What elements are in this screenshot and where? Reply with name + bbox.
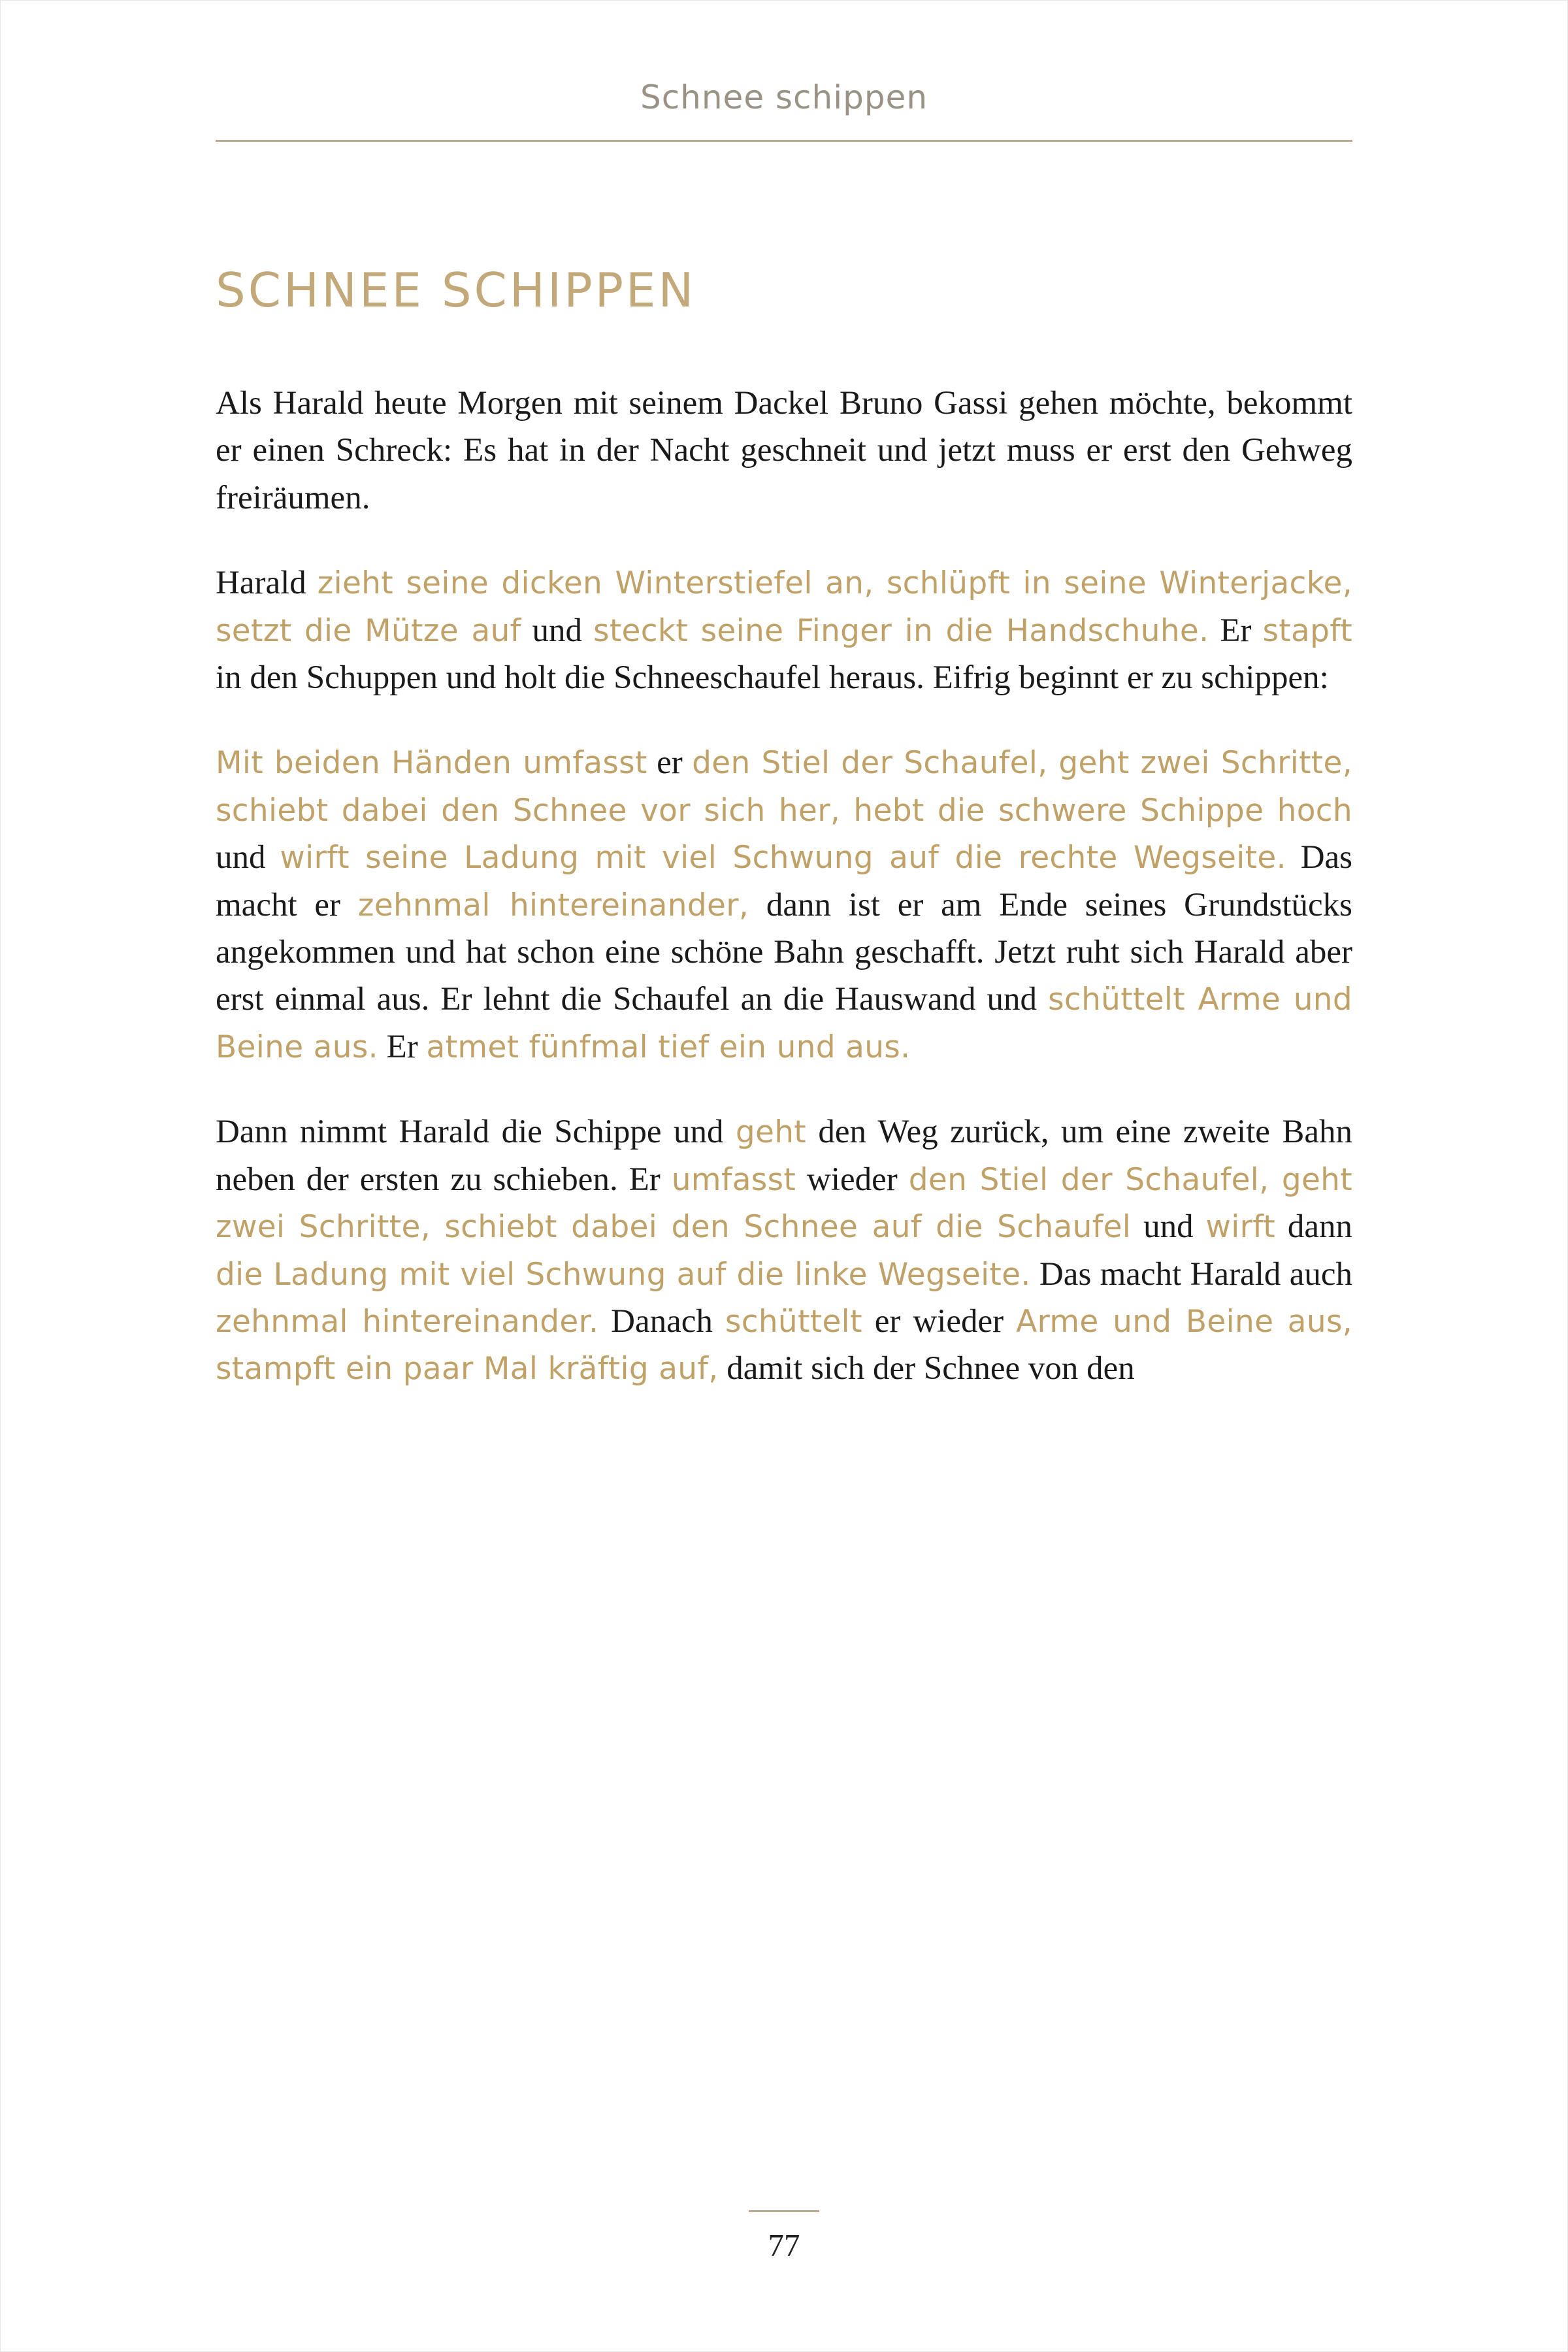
highlighted-phrase: zehnmal hintereinander, [357, 887, 749, 923]
text-run: dann [1275, 1208, 1352, 1246]
page-title: SCHNEE SCHIPPEN [216, 263, 696, 318]
text-run: und [216, 839, 280, 876]
text-run: dann ist er am Ende seines Grundstücks angekommen und hat schon eine schöne Bahn geschafft. Jetzt ruht sich Harald aber erst einmal aus. Er lehnt die Schaufel an die Hauswand und [216, 886, 1352, 1018]
paragraph [216, 559, 1352, 701]
highlighted-phrase: umfasst [671, 1161, 796, 1198]
text-run: den Weg zurück, um eine zweite Bahn neben der ersten zu schieben. Er [216, 1114, 1352, 1198]
highlighted-phrase: den Stiel der Schaufel, geht zwei Schritte, schiebt dabei den Schnee vor sich her, hebt die schwere Schippe hoch [216, 745, 1352, 829]
text-run: Dann nimmt Harald die Schippe und [216, 1114, 736, 1151]
text-run: Er [1209, 612, 1263, 649]
text-run: Das macht Harald auch [1030, 1255, 1352, 1293]
highlighted-phrase: den Stiel der Schaufel, geht zwei Schritte, schiebt dabei den Schnee auf die Schaufel [216, 1161, 1352, 1246]
highlighted-phrase: steckt seine Finger in die Handschuhe. [593, 612, 1209, 649]
text-run: Als Harald heute Morgen mit seinem Dackel Bruno Gassi gehen möchte, bekommt er einen Schreck: Es hat in der Nacht geschneit und jetzt muss er erst den Gehweg freiräumen. [216, 385, 1352, 516]
text-run: wieder [796, 1161, 909, 1198]
highlighted-phrase: wirft seine Ladung mit viel Schwung auf die rechte Wegseite. [280, 840, 1286, 876]
highlighted-phrase: zehnmal hintereinander. [216, 1303, 599, 1340]
highlighted-phrase: stampft ein paar Mal kräftig auf, [216, 1351, 719, 1387]
highlighted-phrase: atmet fünfmal tief ein und aus. [426, 1029, 911, 1065]
text-run: und [521, 612, 594, 649]
page-number: 77 [768, 2227, 800, 2263]
highlighted-phrase: Arme und Beine aus, [1016, 1303, 1352, 1340]
footer-divider [749, 2210, 819, 2212]
text-run: und [1131, 1208, 1206, 1246]
running-head: Schnee schippen [640, 78, 928, 116]
text-run: Danach [598, 1302, 725, 1340]
paragraph [216, 1108, 1352, 1392]
highlighted-phrase: wirft [1205, 1209, 1275, 1246]
highlighted-phrase: die Ladung mit viel Schwung auf die linke Wegseite. [216, 1256, 1031, 1293]
text-run: damit sich der Schnee von den [718, 1350, 1135, 1387]
page-content [216, 78, 1352, 1393]
text-run: er wieder [862, 1302, 1017, 1340]
text-run: Das macht er [216, 839, 1353, 923]
page-footer [0, 2210, 1568, 2264]
highlighted-phrase: geht [735, 1114, 807, 1151]
highlighted-phrase: zieht seine dicken Winterstiefel an, schlüpft in seine Winterjacke, setzt die Mütze auf [216, 565, 1352, 649]
highlighted-phrase: Mit beiden Händen umfasst [216, 745, 647, 782]
paragraph [216, 380, 1352, 522]
highlighted-phrase: stapft [1262, 612, 1353, 649]
text-run: Er [378, 1028, 427, 1065]
header-divider [216, 140, 1352, 142]
body-text [216, 380, 1352, 1393]
highlighted-phrase: schüttelt [725, 1303, 862, 1340]
text-run: Harald [216, 565, 318, 602]
text-run: in den Schuppen und holt die Schneeschaufel heraus. Eifrig beginnt er zu schippen: [216, 659, 1329, 697]
highlighted-phrase: schüttelt Arme und Beine aus. [216, 982, 1353, 1065]
text-run: er [647, 744, 693, 782]
paragraph [216, 739, 1352, 1070]
